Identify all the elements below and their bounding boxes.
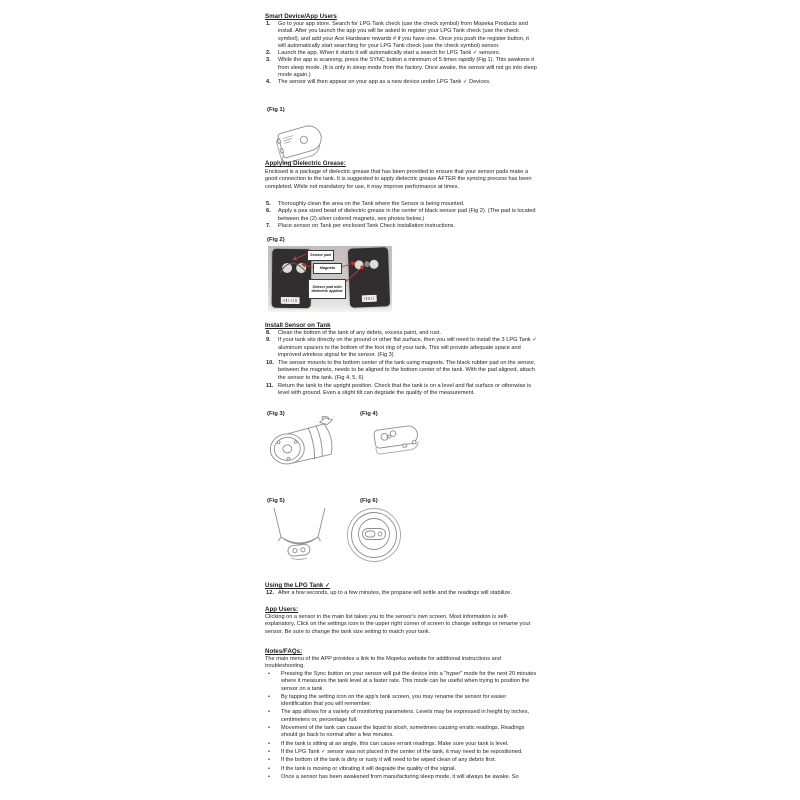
bullet-text: If the LPG Tank ✓ sensor was not placed in the center of the tank, it may need to be repositioned.: [281, 748, 523, 755]
notes-bullet-list: [265, 671, 537, 782]
list-item-number: 6.: [266, 208, 271, 215]
app-users-paragraph: Clicking on a sensor in the main list takes you to the sensor's own screen. Most information is self-explanatory. Click on the settings icon in the upper right corner of screen to change settings or rename your sensor. Be sure to change the tank size setting to match your tank.: [265, 614, 531, 635]
fig4-sensor-side-drawing: [360, 419, 428, 461]
smart-device-list: [265, 21, 537, 87]
using-list: [265, 590, 537, 597]
bullet-text: By tapping the setting icon on the app's tank screen, you may rename the sensor for easier identification that you will remember.: [281, 693, 507, 708]
bullet-marker: •: [268, 748, 270, 755]
list-item: [265, 208, 537, 223]
notes-intro-paragraph: The main menu of the APP provides a link to the Mopeka website for additional instructions and troubleshooting.: [265, 656, 501, 670]
list-item-text: While the app is scanning, press the SYNC button a minimum of 5 times rapidly (Fig 1). This awakens it from sleep mode. (It is only in sleep mode from the factory. Once awake, the sensor will not go into sleep mode again.): [278, 57, 537, 79]
list-item-number: 2.: [266, 50, 271, 57]
list-item-number: 11.: [266, 383, 274, 390]
list-item-text: Thoroughly clean the area on the Tank where the Sensor is being mounted.: [278, 201, 465, 207]
list-item: [265, 223, 537, 230]
list-item-text: The sensor will then appear on your app as a new device under LPG Tank ✓ Devices.: [278, 79, 491, 86]
bullet-item: [265, 694, 537, 709]
fig1-label: (Fig 1): [267, 107, 285, 113]
callout-dielectric-applied: Sensor pad with dielectric applied: [308, 279, 346, 299]
fig5-tank-bottom-side-drawing: [267, 507, 331, 563]
install-list: [265, 330, 537, 398]
list-item-number: 10.: [266, 360, 274, 367]
fig5-label: (Fig 5): [267, 498, 285, 504]
bullet-text: Movement of the tank can cause the liquid to slosh, sometimes causing erratic readings. Readings should go back to normal after a few minutes.: [281, 725, 525, 739]
list-item-number: 8.: [266, 330, 271, 336]
bullet-marker: •: [268, 725, 270, 732]
bullet-item: [265, 725, 537, 740]
fig3-tank-with-spacers-drawing: [265, 417, 345, 473]
list-item: [265, 50, 537, 57]
fig3-label: (Fig 3): [267, 411, 285, 417]
bullet-item: [265, 766, 537, 773]
bullet-item: [265, 741, 537, 748]
grease-intro-paragraph: Enclosed is a package of dielectric grease that has been provided to ensure that your sensor pads make a good connection to the tank. It is suggested to apply dielectric grease AFTER the syncing process has been completed. While not mandatory for use, it may improve performance at times.: [265, 169, 532, 190]
list-item-text: If your tank sits directly on the ground or other flat surface, then you will need to install the 3 LPG Tank ✓ aluminum spacers to the bottom of the foot ring of your tank. This will provide adequate space and improved wireless signal for the sensor. (Fig 3): [278, 337, 537, 358]
heading-app-users: App Users:: [265, 606, 299, 613]
list-item: [265, 21, 537, 50]
fig6-tank-bottom-view-drawing: [345, 506, 403, 564]
bullet-marker: •: [268, 671, 270, 677]
fig4-label: (Fig 4): [360, 411, 378, 417]
heading-install-sensor-on-tank: Install Sensor on Tank: [265, 322, 331, 329]
list-item-text: Launch the app. When it starts it will automatically start a search for LPG Tank ✓ sensors.: [278, 50, 501, 57]
list-item-number: 5.: [266, 201, 271, 207]
list-item: [265, 383, 537, 398]
fig1-sensor-drawing: [267, 115, 343, 165]
bullet-marker: •: [268, 693, 270, 700]
bullet-text: If the bottom of the tank is dirty or rusty it will need to be wiped clean of any debris first.: [281, 757, 497, 764]
callout-magnets: Magnets: [313, 263, 342, 274]
list-item-number: 9.: [266, 337, 271, 344]
bullet-item: [265, 774, 537, 781]
fig2-label: (Fig 2): [267, 237, 285, 243]
list-item-text: Clean the bottom of the tank of any debris, excess paint, and rust.: [278, 330, 441, 336]
list-item: [265, 360, 537, 382]
list-item: [265, 337, 537, 359]
list-item-number: 4.: [266, 79, 271, 86]
fig2-sensor-photo: [268, 246, 392, 312]
bullet-marker: •: [268, 757, 270, 764]
list-item-text: Place sensor on Tank per enclosed Tank Check installation instructions.: [278, 222, 456, 229]
grease-list: [265, 201, 537, 230]
list-item: [265, 79, 537, 86]
list-item-text: Go to your app store. Search for LPG Tank check (use the check symbol) from Mopeka Products and install. After you launch the app you will be asked to register your LPG Tank check (use the check symbol), and add your Ace Hardware rewards # if you have one. Once you push the register button, it will automatically start searching for your LPG Tank check (use the check symbol) sensor.: [278, 21, 529, 49]
list-item-text: Return the tank to the upright position. Check that the tank is on a level and flat surface or otherwise is level with ground. Even a slight tilt can degrade the quality of the measurement.: [278, 383, 532, 397]
bullet-text: If the tank is moving or vibrating it will degrade the quality of the signal.: [281, 765, 457, 772]
list-item-number: 12.: [266, 590, 274, 596]
bullet-item: [265, 671, 537, 693]
list-item: [265, 330, 537, 337]
bullet-text: If the tank is sitting at an angle, this can cause errant readings. Make sure your tank is level.: [281, 740, 509, 747]
bullet-text: Pressing the Sync button on your sensor will put the device into a "hyper" mode for the next 20 minutes where it measures the tank level at a faster rate. This mode can be useful when trying to position the sensor on a tank.: [281, 671, 537, 692]
list-item-number: 7.: [266, 222, 271, 229]
bullet-marker: •: [268, 740, 270, 747]
list-item-number: 1.: [266, 21, 271, 27]
heading-notes-faqs: Notes/FAQs:: [265, 648, 303, 655]
bullet-text: Once a sensor has been awakened from manufacturing sleep mode, it will always be awake. So: [281, 773, 519, 780]
bullet-item: [265, 757, 537, 764]
list-item-text: After a few seconds, up to a few minutes, the propane will settle and the readings will stabilize.: [278, 590, 512, 596]
bullet-item: [265, 709, 537, 724]
bullet-marker: •: [268, 709, 270, 716]
list-item-text: Apply a pea sized bead of dielectric grease in the center of black sensor pad (Fig 2). (The pad is located between the (2) silver colored magnets, see photos below.): [278, 208, 536, 222]
heading-smart-device-app-users: Smart Device/App Users: [265, 13, 337, 20]
list-item: [265, 590, 537, 597]
list-item-number: 3.: [266, 57, 271, 64]
callout-sensor-pad: Sensor pad: [307, 250, 334, 261]
list-item-text: The sensor mounts to the bottom center of the tank using magnets. The black rubber pad on the sensor, between the magnets, needs to be aligned to the bottom center of the tank. With the pad aligned, attach the sensor to the tank. (Fig 4, 5, 6): [278, 360, 536, 381]
bullet-marker: •: [268, 773, 270, 780]
bullet-text: The app allows for a variety of monitoring parameters. Levels may be expressed in height by inches, centimeters or, percentage full.: [281, 709, 530, 723]
heading-using-the-lpg-tank: Using the LPG Tank ✓: [265, 582, 331, 589]
bullet-marker: •: [268, 765, 270, 772]
list-item: [265, 57, 537, 79]
list-item: [265, 201, 537, 208]
fig6-label: (Fig 6): [360, 498, 378, 504]
heading-applying-dielectric-grease: Applying Dielectric Grease:: [265, 160, 346, 167]
bullet-item: [265, 749, 537, 756]
